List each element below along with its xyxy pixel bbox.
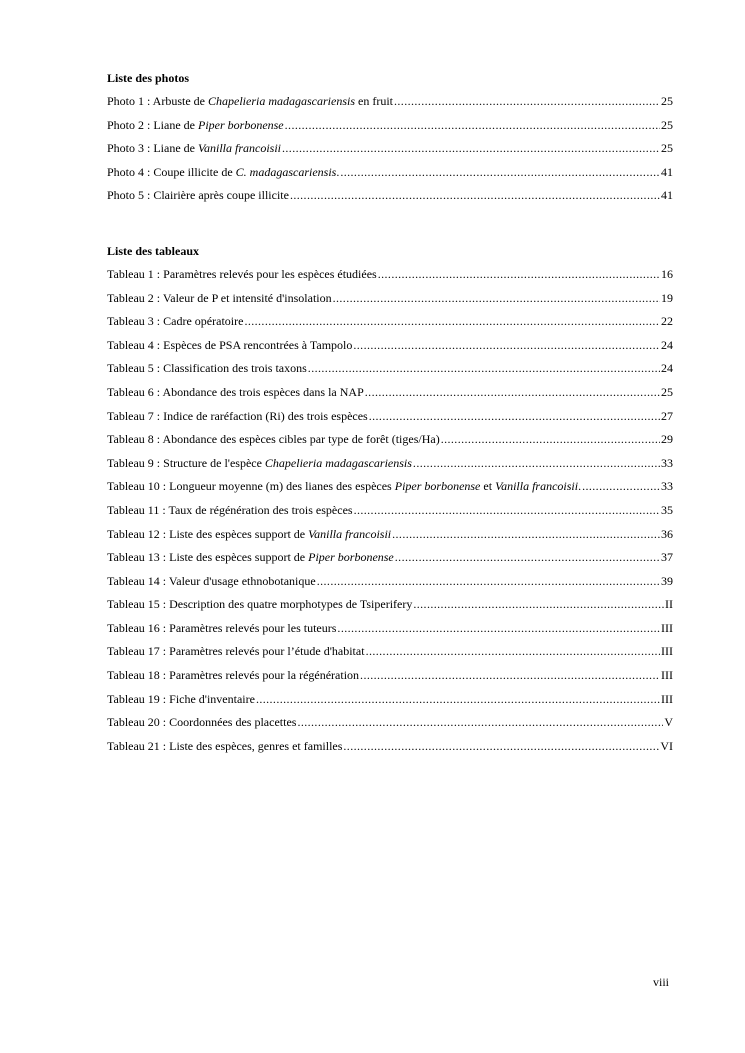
toc-entry-page: 41	[661, 188, 673, 203]
toc-entry[interactable]	[107, 161, 673, 185]
toc-entry-prefix: Tableau 4 : Espèces de PSA rencontrées à Tampolo	[107, 337, 353, 352]
toc-dot-leader	[282, 137, 660, 161]
toc-entry[interactable]	[107, 688, 673, 712]
toc-entry-label	[107, 287, 332, 311]
toc-entry-page: 35	[661, 502, 673, 517]
toc-entry-label	[107, 593, 412, 617]
toc-entry-prefix: Photo 5 : Clairière après coupe illicite	[107, 188, 289, 203]
toc-entry-prefix: Photo 3 : Liane de	[107, 141, 198, 156]
toc-entry-label	[107, 114, 284, 138]
toc-entry-label	[107, 334, 352, 358]
toc-entry-label	[107, 428, 440, 452]
toc-entry-label	[107, 137, 281, 161]
toc-dot-leader	[340, 161, 660, 185]
toc-entry-italic2: Vanilla francoisii	[495, 479, 579, 494]
toc-entry-prefix: Tableau 1 : Paramètres relevés pour les espèces étudiées	[107, 266, 377, 281]
toc-entry-page: V	[664, 715, 673, 730]
toc-entry-label	[107, 161, 339, 185]
toc-dot-leader	[290, 184, 660, 208]
toc-entry[interactable]	[107, 428, 673, 452]
toc-entry-page: 33	[661, 479, 673, 494]
toc-entry-label	[107, 452, 412, 476]
toc-dot-leader	[413, 593, 664, 617]
toc-entry-page: VI	[660, 738, 673, 753]
toc-entry-prefix: Tableau 20 : Coordonnées des placettes	[107, 715, 297, 730]
toc-entry[interactable]	[107, 310, 673, 334]
toc-entry-italic: Chapelieria madagascariensis	[264, 455, 412, 470]
toc-entry-label	[107, 617, 336, 641]
toc-dot-leader	[337, 617, 660, 641]
photos-list	[107, 90, 673, 208]
toc-entry-suffix: .	[336, 164, 340, 179]
toc-entry[interactable]	[107, 640, 673, 664]
toc-entry-label	[107, 381, 364, 405]
toc-dot-leader	[285, 114, 660, 138]
toc-entry[interactable]	[107, 593, 673, 617]
toc-entry-label	[107, 405, 368, 429]
toc-entry-prefix: Tableau 10 : Longueur moyenne (m) des lianes des espèces	[107, 479, 395, 494]
toc-entry-page: 16	[661, 266, 673, 281]
toc-entry[interactable]	[107, 523, 673, 547]
toc-entry-page: 24	[661, 361, 673, 376]
toc-dot-leader	[308, 357, 660, 381]
toc-entry-prefix: Tableau 2 : Valeur de P et intensité d'insolation	[107, 290, 332, 305]
toc-entry-page: 24	[661, 337, 673, 352]
toc-entry-page: III	[661, 620, 673, 635]
toc-entry-italic: Piper borbonense	[308, 550, 394, 565]
toc-entry[interactable]	[107, 287, 673, 311]
toc-entry-page: 25	[661, 94, 673, 108]
toc-dot-leader	[353, 334, 660, 358]
toc-entry-page: 25	[661, 117, 673, 132]
toc-entry-label	[107, 546, 394, 570]
toc-entry[interactable]	[107, 664, 673, 688]
toc-entry[interactable]	[107, 90, 673, 114]
toc-entry-page: 37	[661, 550, 673, 565]
toc-entry-italic: Vanilla francoisii	[197, 141, 281, 156]
toc-entry-label	[107, 735, 342, 759]
toc-entry-prefix: Tableau 16 : Paramètres relevés pour les tuteurs	[107, 620, 337, 635]
toc-dot-leader	[297, 711, 663, 735]
toc-entry-label	[107, 184, 289, 208]
toc-entry-prefix: Tableau 21 : Liste des espèces, genres et familles	[107, 738, 343, 753]
toc-entry-label	[107, 711, 296, 735]
toc-entry-prefix: Photo 1 : Arbuste de	[107, 94, 208, 108]
toc-dot-leader	[343, 735, 659, 759]
toc-entry-page: 41	[661, 164, 673, 179]
toc-entry-prefix: Tableau 12 : Liste des espèces support de	[107, 526, 309, 541]
toc-dot-leader	[582, 475, 660, 499]
toc-entry-label	[107, 499, 353, 523]
toc-entry-prefix: Tableau 11 : Taux de régénération des trois espèces	[107, 502, 353, 517]
toc-entry-prefix: Tableau 19 : Fiche d'inventaire	[107, 691, 255, 706]
toc-entry[interactable]	[107, 617, 673, 641]
toc-entry[interactable]	[107, 475, 673, 499]
toc-entry-prefix: Photo 2 : Liane de	[107, 117, 198, 132]
toc-entry[interactable]	[107, 381, 673, 405]
toc-dot-leader	[394, 90, 660, 114]
toc-entry-label	[107, 664, 359, 688]
toc-entry[interactable]	[107, 405, 673, 429]
toc-entry[interactable]	[107, 546, 673, 570]
toc-entry-prefix: Tableau 3 : Cadre opératoire	[107, 314, 244, 329]
toc-entry-prefix: Tableau 18 : Paramètres relevés pour la régénération	[107, 668, 360, 683]
toc-entry-suffix: et	[480, 479, 496, 494]
toc-entry[interactable]	[107, 263, 673, 287]
tables-list	[107, 263, 673, 758]
toc-entry-prefix: Tableau 9 : Structure de l'espèce	[107, 455, 265, 470]
toc-entry-suffix: en fruit	[355, 94, 393, 108]
toc-entry-prefix: Tableau 14 : Valeur d'usage ethnobotanique	[107, 573, 316, 588]
toc-entry-page: 22	[661, 314, 673, 329]
toc-entry-page: 33	[661, 455, 673, 470]
toc-entry-italic: C. madagascariensis	[235, 164, 337, 179]
toc-entry-prefix: Tableau 5 : Classification des trois taxons	[107, 361, 307, 376]
toc-entry-page: 27	[661, 408, 673, 423]
toc-entry-italic: Piper borbonense	[394, 479, 481, 494]
toc-dot-leader	[333, 287, 660, 311]
toc-entry-page: III	[661, 691, 673, 706]
toc-entry-prefix: Tableau 8 : Abondance des espèces cibles par type de forêt (tiges/Ha)	[107, 432, 440, 447]
toc-entry[interactable]	[107, 184, 673, 208]
toc-entry[interactable]	[107, 570, 673, 594]
toc-dot-leader	[378, 263, 660, 287]
toc-entry-prefix: Tableau 13 : Liste des espèces support de	[107, 550, 309, 565]
toc-entry-page: 19	[661, 290, 673, 305]
toc-entry[interactable]	[107, 735, 673, 759]
toc-dot-leader	[317, 570, 660, 594]
toc-entry-page: III	[661, 644, 673, 659]
toc-entry-page: 39	[661, 573, 673, 588]
toc-dot-leader	[244, 310, 660, 334]
toc-entry-label	[107, 523, 391, 547]
toc-dot-leader	[369, 405, 660, 429]
toc-dot-leader	[256, 688, 660, 712]
toc-entry-suffix2: .	[578, 479, 582, 494]
toc-entry-prefix: Tableau 6 : Abondance des trois espèces dans la NAP	[107, 384, 364, 399]
toc-entry-page: III	[661, 668, 673, 683]
toc-entry-label	[107, 688, 255, 712]
toc-dot-leader	[354, 499, 660, 523]
toc-entry-label	[107, 90, 393, 114]
toc-entry[interactable]	[107, 711, 673, 735]
photos-section-title: Liste des photos	[107, 71, 190, 85]
toc-dot-leader	[413, 452, 660, 476]
toc-entry-prefix: Tableau 17 : Paramètres relevés pour l’étude d'habitat	[107, 644, 365, 659]
toc-dot-leader	[395, 546, 660, 570]
toc-entry[interactable]	[107, 499, 673, 523]
toc-entry-label	[107, 263, 377, 287]
toc-entry-page: 25	[661, 384, 673, 399]
toc-dot-leader	[366, 640, 660, 664]
toc-entry[interactable]	[107, 357, 673, 381]
toc-entry-italic: Vanilla francoisii	[308, 526, 392, 541]
toc-entry-prefix: Photo 4 : Coupe illicite de	[107, 164, 236, 179]
toc-entry[interactable]	[107, 334, 673, 358]
toc-entry-label	[107, 310, 243, 334]
toc-entry[interactable]	[107, 137, 673, 161]
toc-dot-leader	[441, 428, 660, 452]
toc-entry-prefix: Tableau 15 : Description des quatre morphotypes de Tsiperifery	[107, 597, 413, 612]
tables-section-title: Liste des tableaux	[107, 243, 200, 258]
toc-entry-italic: Chapelieria madagascariensis	[208, 94, 355, 108]
toc-entry-prefix: Tableau 7 : Indice de raréfaction (Ri) des trois espèces	[107, 408, 368, 423]
document-page	[107, 66, 673, 758]
toc-entry[interactable]	[107, 452, 673, 476]
page-number: viii	[653, 975, 670, 989]
toc-entry-label	[107, 570, 316, 594]
toc-entry[interactable]	[107, 114, 673, 138]
toc-entry-italic: Piper borbonense	[197, 117, 284, 132]
toc-entry-page: 36	[661, 526, 673, 541]
toc-entry-page: 29	[661, 432, 673, 447]
toc-entry-label	[107, 475, 581, 499]
toc-entry-label	[107, 640, 365, 664]
toc-entry-page: II	[665, 597, 673, 612]
toc-entry-label	[107, 357, 307, 381]
section-gap	[107, 208, 673, 239]
toc-entry-page: 25	[661, 141, 673, 156]
toc-dot-leader	[365, 381, 660, 405]
toc-dot-leader	[360, 664, 660, 688]
toc-dot-leader	[392, 523, 660, 547]
